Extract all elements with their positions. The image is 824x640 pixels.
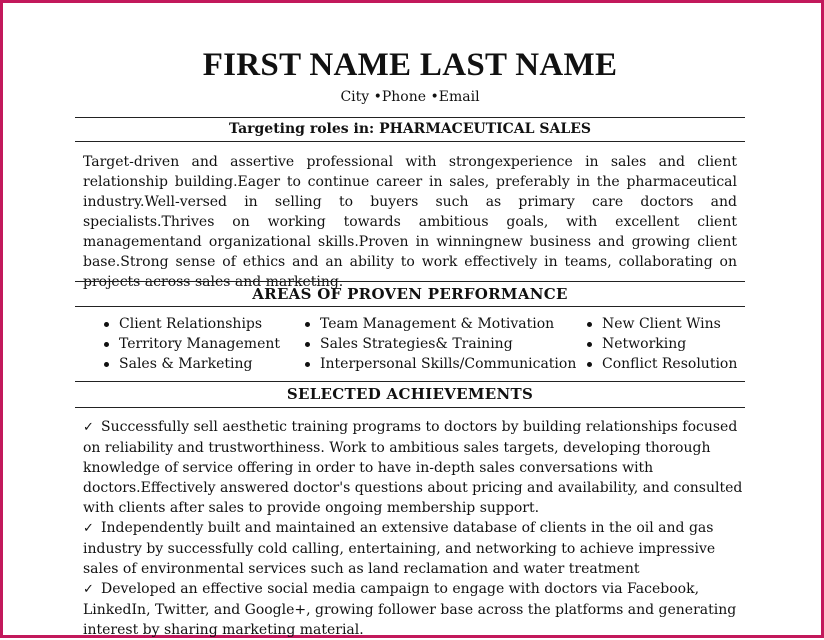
checkmark-icon: ✓ [83,420,94,435]
achievement-item [83,417,743,518]
achievements-list [83,417,743,640]
skill-item: Interpersonal Skills/Communication [302,354,576,374]
skill-item: Territory Management [101,334,280,354]
skills-column-1 [101,314,280,374]
skills-column-3 [584,314,737,374]
achievement-item [83,518,743,579]
divider [75,141,745,142]
skill-item: Conflict Resolution [584,354,737,374]
target-roles: Targeting roles in: PHARMACEUTICAL SALES [228,121,591,137]
divider [75,281,745,282]
skill-item: Sales Strategies& Training [302,334,576,354]
skills-column-2 [302,314,576,374]
professional-summary: Target-driven and assertive professional with strongexperience in sales and client relationship building.Eager to continue career in sales, preferably in the pharmaceutical industry.Well-versed in selling to buyers such as primary care doctors and specialists.Thrives on working towards ambitious goals, with excellent client managementand organizational skills.Proven in winningnew business and growing client base.Strong sense of ethics and an ability to work effectively in teams, collaborating on projects across sales and marketing. [83,154,737,290]
areas-heading: AREAS OF PROVEN PERFORMANCE [252,285,568,303]
skill-item: Team Management & Motivation [302,314,576,334]
skill-item: Networking [584,334,737,354]
achievement-item [83,579,743,640]
skill-item: New Client Wins [584,314,737,334]
achievements-heading: SELECTED ACHIEVEMENTS [286,385,534,403]
checkmark-icon: ✓ [83,582,94,597]
checkmark-icon: ✓ [83,521,94,536]
divider [75,306,745,307]
divider [75,117,745,118]
divider [75,381,745,382]
contact-line: City •Phone •Email [340,89,480,105]
achievement-text: Successfully sell aesthetic training programs to doctors by building relationships focused on reliability and trustworthiness. Work to ambitious sales targets, developing thorough knowledge of service offering in order to have in-depth sales conversations with doctors.Effectively answered doctor's questions about pricing and availability, and consulted with clients after sales to provide ongoing membership support. [83,419,743,516]
divider [75,407,745,408]
skill-item: Client Relationships [101,314,280,334]
candidate-name: FIRST NAME LAST NAME [202,47,618,83]
achievement-text: Developed an effective social media campaign to engage with doctors via Facebook, LinkedIn, Twitter, and Google+, growing follower base across the platforms and generating interest by sharing marketing material. [83,581,737,638]
skill-item: Sales & Marketing [101,354,280,374]
achievement-text: Independently built and maintained an extensive database of clients in the oil and gas industry by successfully cold calling, entertaining, and networking to achieve impressive sales of environmental services such as land reclamation and water treatment [83,520,716,577]
